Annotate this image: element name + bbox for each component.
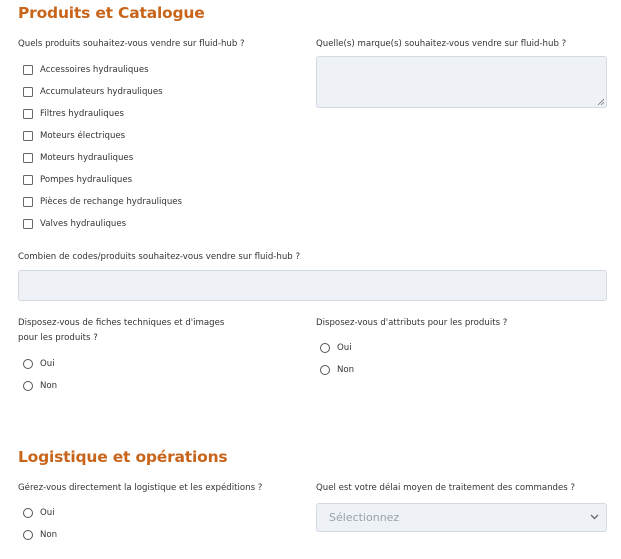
- brands-question: Quelle(s) marque(s) souhaitez-vous vendre sur fluid-hub ?: [316, 39, 567, 49]
- product-option-accessoires[interactable]: [23, 63, 149, 77]
- section-title-produits: Produits et Catalogue: [18, 4, 205, 22]
- product-option-label: Pièces de rechange hydrauliques: [40, 197, 183, 207]
- checkbox-icon[interactable]: [23, 175, 33, 185]
- checkbox-icon[interactable]: [23, 197, 33, 207]
- sheets-radio-group: [23, 357, 143, 397]
- attributes-radio-group: [320, 341, 440, 381]
- product-option-pieces[interactable]: [23, 195, 182, 209]
- checkbox-icon[interactable]: [23, 219, 33, 229]
- sheets-question: [18, 316, 224, 346]
- radio-label: Oui: [40, 508, 55, 518]
- product-option-label: Accessoires hydrauliques: [40, 65, 149, 75]
- resize-grip-icon[interactable]: [597, 98, 604, 105]
- products-checkbox-group: [23, 63, 293, 239]
- product-option-label: Accumulateurs hydrauliques: [40, 87, 163, 97]
- codes-input[interactable]: [18, 270, 607, 301]
- delay-question: Quel est votre délai moyen de traitement des commandes ?: [316, 483, 576, 493]
- attributes-question: Disposez-vous d'attributs pour les produits ?: [316, 318, 508, 328]
- product-option-pompes[interactable]: [23, 173, 132, 187]
- radio-icon[interactable]: [23, 530, 33, 540]
- checkbox-icon[interactable]: [23, 153, 33, 163]
- brands-textarea[interactable]: [316, 56, 607, 108]
- codes-question: Combien de codes/produits souhaitez-vous vendre sur fluid-hub ?: [18, 252, 301, 262]
- attributes-option-non[interactable]: [320, 363, 354, 377]
- attributes-option-oui[interactable]: [320, 341, 352, 355]
- products-question: Quels produits souhaitez-vous vendre sur fluid-hub ?: [18, 39, 245, 49]
- product-option-label: Moteurs hydrauliques: [40, 153, 134, 163]
- product-option-moteurs-electriques[interactable]: [23, 129, 125, 143]
- checkbox-icon[interactable]: [23, 87, 33, 97]
- radio-icon[interactable]: [23, 359, 33, 369]
- radio-label: Non: [337, 365, 355, 375]
- checkbox-icon[interactable]: [23, 109, 33, 119]
- radio-icon[interactable]: [23, 381, 33, 391]
- delay-select-placeholder: Sélectionnez: [329, 511, 400, 524]
- radio-label: Non: [40, 381, 58, 391]
- product-option-valves[interactable]: [23, 217, 126, 231]
- product-option-label: Moteurs électriques: [40, 131, 126, 141]
- product-option-accumulateurs[interactable]: [23, 85, 163, 99]
- product-option-filtres[interactable]: [23, 107, 124, 121]
- product-option-moteurs-hydrauliques[interactable]: [23, 151, 133, 165]
- radio-label: Non: [40, 530, 58, 540]
- product-option-label: Valves hydrauliques: [40, 219, 127, 229]
- product-option-label: Filtres hydrauliques: [40, 109, 124, 119]
- section-title-logistique: Logistique et opérations: [18, 448, 228, 466]
- radio-label: Oui: [337, 343, 352, 353]
- sheets-option-oui[interactable]: [23, 357, 55, 371]
- logistics-radio-group: [23, 506, 143, 546]
- radio-icon[interactable]: [320, 343, 330, 353]
- logistics-question: Gérez-vous directement la logistique et les expéditions ?: [18, 483, 263, 493]
- logistics-option-oui[interactable]: [23, 506, 55, 520]
- sheets-option-non[interactable]: [23, 379, 57, 393]
- radio-label: Oui: [40, 359, 55, 369]
- delay-select[interactable]: [316, 503, 607, 532]
- logistics-option-non[interactable]: [23, 528, 57, 542]
- radio-icon[interactable]: [320, 365, 330, 375]
- checkbox-icon[interactable]: [23, 65, 33, 75]
- radio-icon[interactable]: [23, 508, 33, 518]
- chevron-down-icon: [590, 514, 599, 520]
- sheets-question-line2: pour les produits ?: [18, 333, 98, 343]
- product-option-label: Pompes hydrauliques: [40, 175, 133, 185]
- sheets-question-line1: Disposez-vous de fiches techniques et d'images: [18, 318, 225, 328]
- checkbox-icon[interactable]: [23, 131, 33, 141]
